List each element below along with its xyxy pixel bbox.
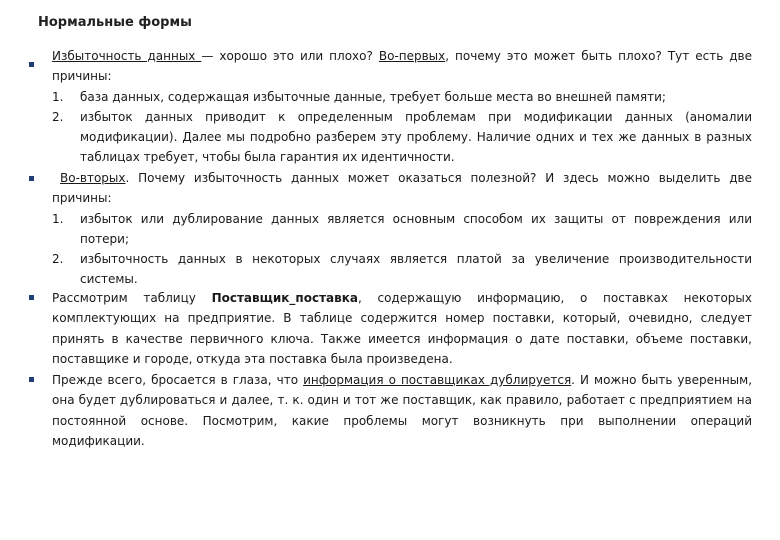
slide-title: Нормальные формы [38, 15, 192, 30]
bullet-marker [29, 62, 34, 67]
list-item: 2. избыток данных приводит к определенным проблемам при модификации данных (аномалии модификации). Далее мы подробно разберем эту проблему. Наличие одних и тех же данных в разных таблицах требует, чтобы была гарантия их идентичности. [52, 109, 752, 165]
reasons-list-1 [52, 87, 752, 168]
term-redundancy: Избыточность данных [52, 49, 202, 63]
paragraph-second: Во-вторых. Почему избыточность данных может оказаться полезной? И здесь можно выделить две причины: 1. избыток или дублирование данных является основным способом их защиты от повреждения или потери; 2. избыточность данных в некоторых случаях является платой за увеличение производительности системы. [52, 168, 752, 290]
table-name: Поставщик_поставка [211, 291, 358, 305]
link-duplication: информация о поставщиках дублируется [303, 373, 572, 387]
paragraph-table: Рассмотрим таблицу Поставщик_поставка, содержащую информацию, о поставках некоторых комплектующих на предприятие. В таблице содержится номер поставки, который, очевидно, следует принять в качестве первичного ключа. Также имеется информация о дате поставки, объеме поставки, поставщике и городе, откуда эта поставка была произведена. [52, 291, 753, 366]
list-item: 1. база данных, содержащая избыточные данные, требует больше места во внешней памяти; [52, 89, 666, 104]
term-second: Во-вторых [60, 171, 126, 185]
bullet-marker [29, 295, 34, 300]
reasons-list-2 [52, 209, 752, 290]
paragraph-redundancy: Избыточность данных — хорошо это или плохо? Во-первых, почему это может быть плохо? Тут есть две причины: 1. база данных, содержащая избыточные данные, требует больше места во внешней памяти; 2. избыток данных приводит к определенным проблемам при модификации данных (аномалии модификации). Далее мы подробно разберем эту проблему. Наличие одних и тех же данных в разных таблицах требует, чтобы была гарантия их идентичности. [52, 46, 752, 168]
list-item: 2. избыточность данных в некоторых случаях является платой за увеличение производительности системы. [52, 252, 752, 287]
paragraph-duplication: Прежде всего, бросается в глаза, что информация о поставщиках дублируется. И можно быть уверенным, она будет дублироваться и далее, т. к. один и тот же поставщик, как правило, работает с предприятием на постоянной основе. Посмотрим, какие проблемы могут возникнуть при выполнении операций модификации. [52, 373, 753, 448]
list-item: 1. избыток или дублирование данных является основным способом их защиты от повреждения или потери; [52, 211, 752, 246]
bullet-marker [29, 176, 34, 181]
bullet-marker [29, 377, 34, 382]
term-first: Во-первых [378, 49, 446, 63]
